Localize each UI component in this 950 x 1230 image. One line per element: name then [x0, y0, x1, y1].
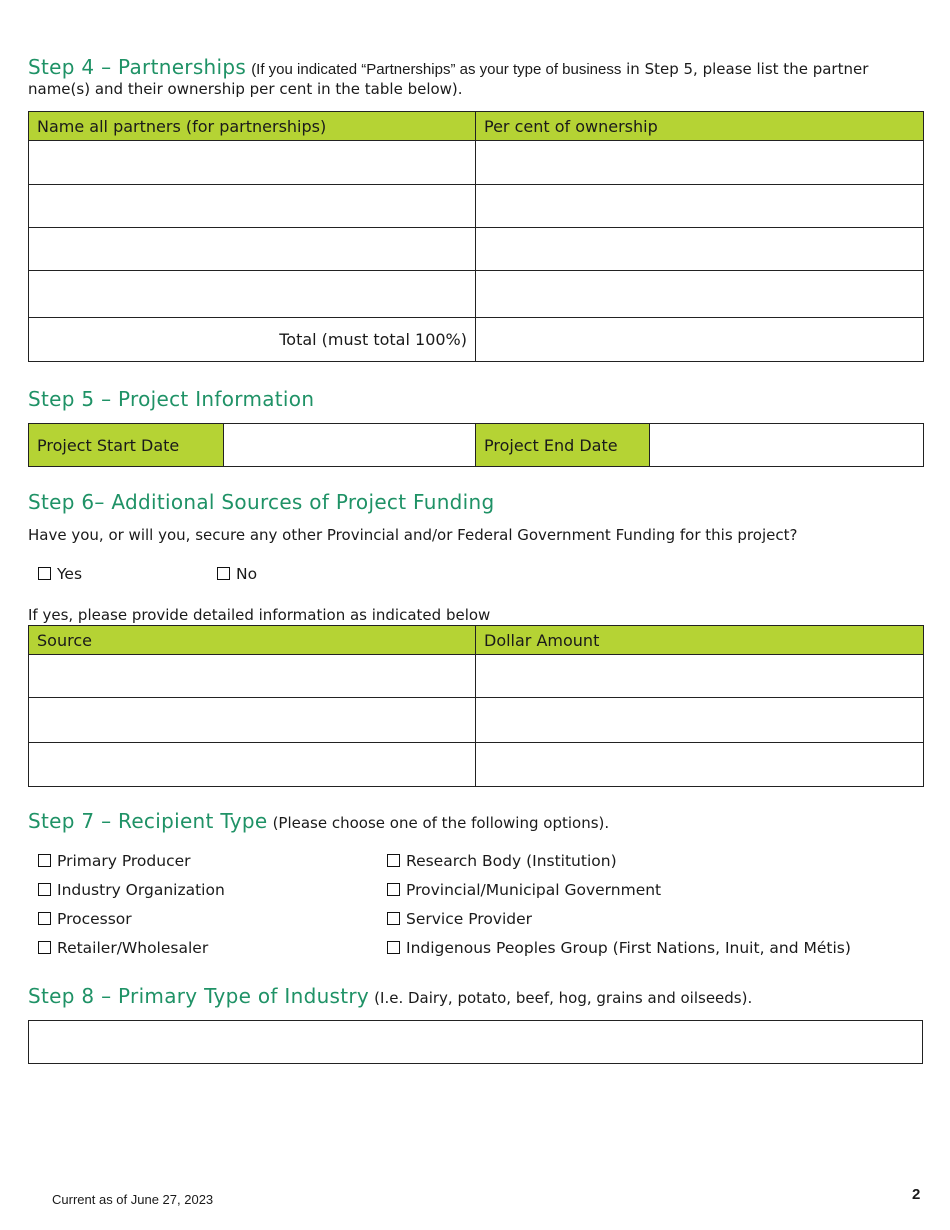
partners-table [28, 111, 924, 362]
partners-header-name: Name all partners (for partnerships) [29, 112, 476, 141]
step4-heading [28, 55, 928, 79]
step5-title: Step 5 – Project Information [28, 387, 315, 411]
industry-type-input[interactable] [28, 1020, 923, 1064]
funding-source-input[interactable] [29, 743, 476, 787]
partner-name-input[interactable] [29, 141, 476, 185]
partner-percent-input[interactable] [476, 141, 924, 185]
funding-amount-input[interactable] [476, 655, 924, 698]
recipient-option-label: Research Body (Institution) [406, 852, 617, 870]
project-start-date-input[interactable] [224, 424, 476, 467]
checkbox-icon[interactable] [38, 854, 51, 867]
project-start-label: Project Start Date [29, 424, 224, 467]
partner-name-input[interactable] [29, 185, 476, 228]
recipient-option-label: Retailer/Wholesaler [57, 939, 209, 957]
recipient-option[interactable] [38, 939, 208, 957]
step7-note: (Please choose one of the following options). [272, 814, 610, 832]
recipient-option-label: Indigenous Peoples Group (First Nations, Inuit, and Métis) [406, 939, 851, 957]
recipient-option-label: Primary Producer [57, 852, 191, 870]
funding-amount-input[interactable] [476, 743, 924, 787]
recipient-option[interactable] [387, 910, 532, 928]
step6-title: Step 6– Additional Sources of Project Funding [28, 490, 495, 514]
total-label: Total (must total 100%) [29, 318, 476, 362]
step7-title: Step 7 – Recipient Type [28, 809, 268, 833]
recipient-option[interactable] [387, 852, 617, 870]
checkbox-icon[interactable] [387, 854, 400, 867]
checkbox-icon[interactable] [38, 883, 51, 896]
funding-yes-label: Yes [57, 565, 83, 583]
recipient-option[interactable] [38, 910, 132, 928]
partner-percent-input[interactable] [476, 271, 924, 318]
partner-percent-input[interactable] [476, 228, 924, 271]
checkbox-icon[interactable] [38, 912, 51, 925]
step8-note: (I.e. Dairy, potato, beef, hog, grains and oilseeds). [374, 989, 753, 1007]
funding-no-label: No [236, 565, 258, 583]
recipient-option[interactable] [38, 852, 191, 870]
checkbox-icon[interactable] [38, 567, 51, 580]
checkbox-icon[interactable] [387, 941, 400, 954]
project-end-label: Project End Date [476, 424, 650, 467]
funding-source-input[interactable] [29, 655, 476, 698]
recipient-option[interactable] [387, 939, 851, 957]
step4-note-part1: (If you indicated “Partnerships” as your type of business [251, 61, 622, 78]
funding-no-option[interactable] [217, 565, 257, 583]
funding-header-source: Source [29, 626, 476, 655]
partners-header-percent: Per cent of ownership [476, 112, 924, 141]
step4-title: Step 4 – Partnerships [28, 55, 247, 79]
funding-source-input[interactable] [29, 698, 476, 743]
step7-heading [28, 809, 609, 833]
partner-percent-input[interactable] [476, 185, 924, 228]
checkbox-icon[interactable] [38, 941, 51, 954]
checkbox-icon[interactable] [387, 883, 400, 896]
funding-yes-option[interactable] [38, 565, 82, 583]
recipient-option-label: Provincial/Municipal Government [406, 881, 662, 899]
project-dates-table [28, 423, 924, 467]
partner-name-input[interactable] [29, 271, 476, 318]
step4-note-part2: in Step 5, please list the partner [621, 60, 869, 78]
checkbox-icon[interactable] [387, 912, 400, 925]
step8-heading [28, 984, 752, 1008]
total-percent-input[interactable] [476, 318, 924, 362]
step8-title: Step 8 – Primary Type of Industry [28, 984, 370, 1008]
checkbox-icon[interactable] [217, 567, 230, 580]
project-end-date-input[interactable] [650, 424, 924, 467]
recipient-option-label: Service Provider [406, 910, 533, 928]
recipient-option[interactable] [38, 881, 225, 899]
partner-name-input[interactable] [29, 228, 476, 271]
funding-sources-table [28, 625, 924, 787]
step6-question: Have you, or will you, secure any other Provincial and/or Federal Government Funding for this project? [28, 526, 798, 544]
if-yes-instruction: If yes, please provide detailed information as indicated below [28, 606, 491, 624]
step4-note-line2: name(s) and their ownership per cent in the table below). [28, 80, 463, 98]
footer-date: Current as of June 27, 2023 [52, 1192, 214, 1207]
funding-amount-input[interactable] [476, 698, 924, 743]
page-number: 2 [912, 1186, 921, 1203]
recipient-option-label: Industry Organization [57, 881, 225, 899]
recipient-option[interactable] [387, 881, 661, 899]
recipient-option-label: Processor [57, 910, 132, 928]
funding-header-amount: Dollar Amount [476, 626, 924, 655]
